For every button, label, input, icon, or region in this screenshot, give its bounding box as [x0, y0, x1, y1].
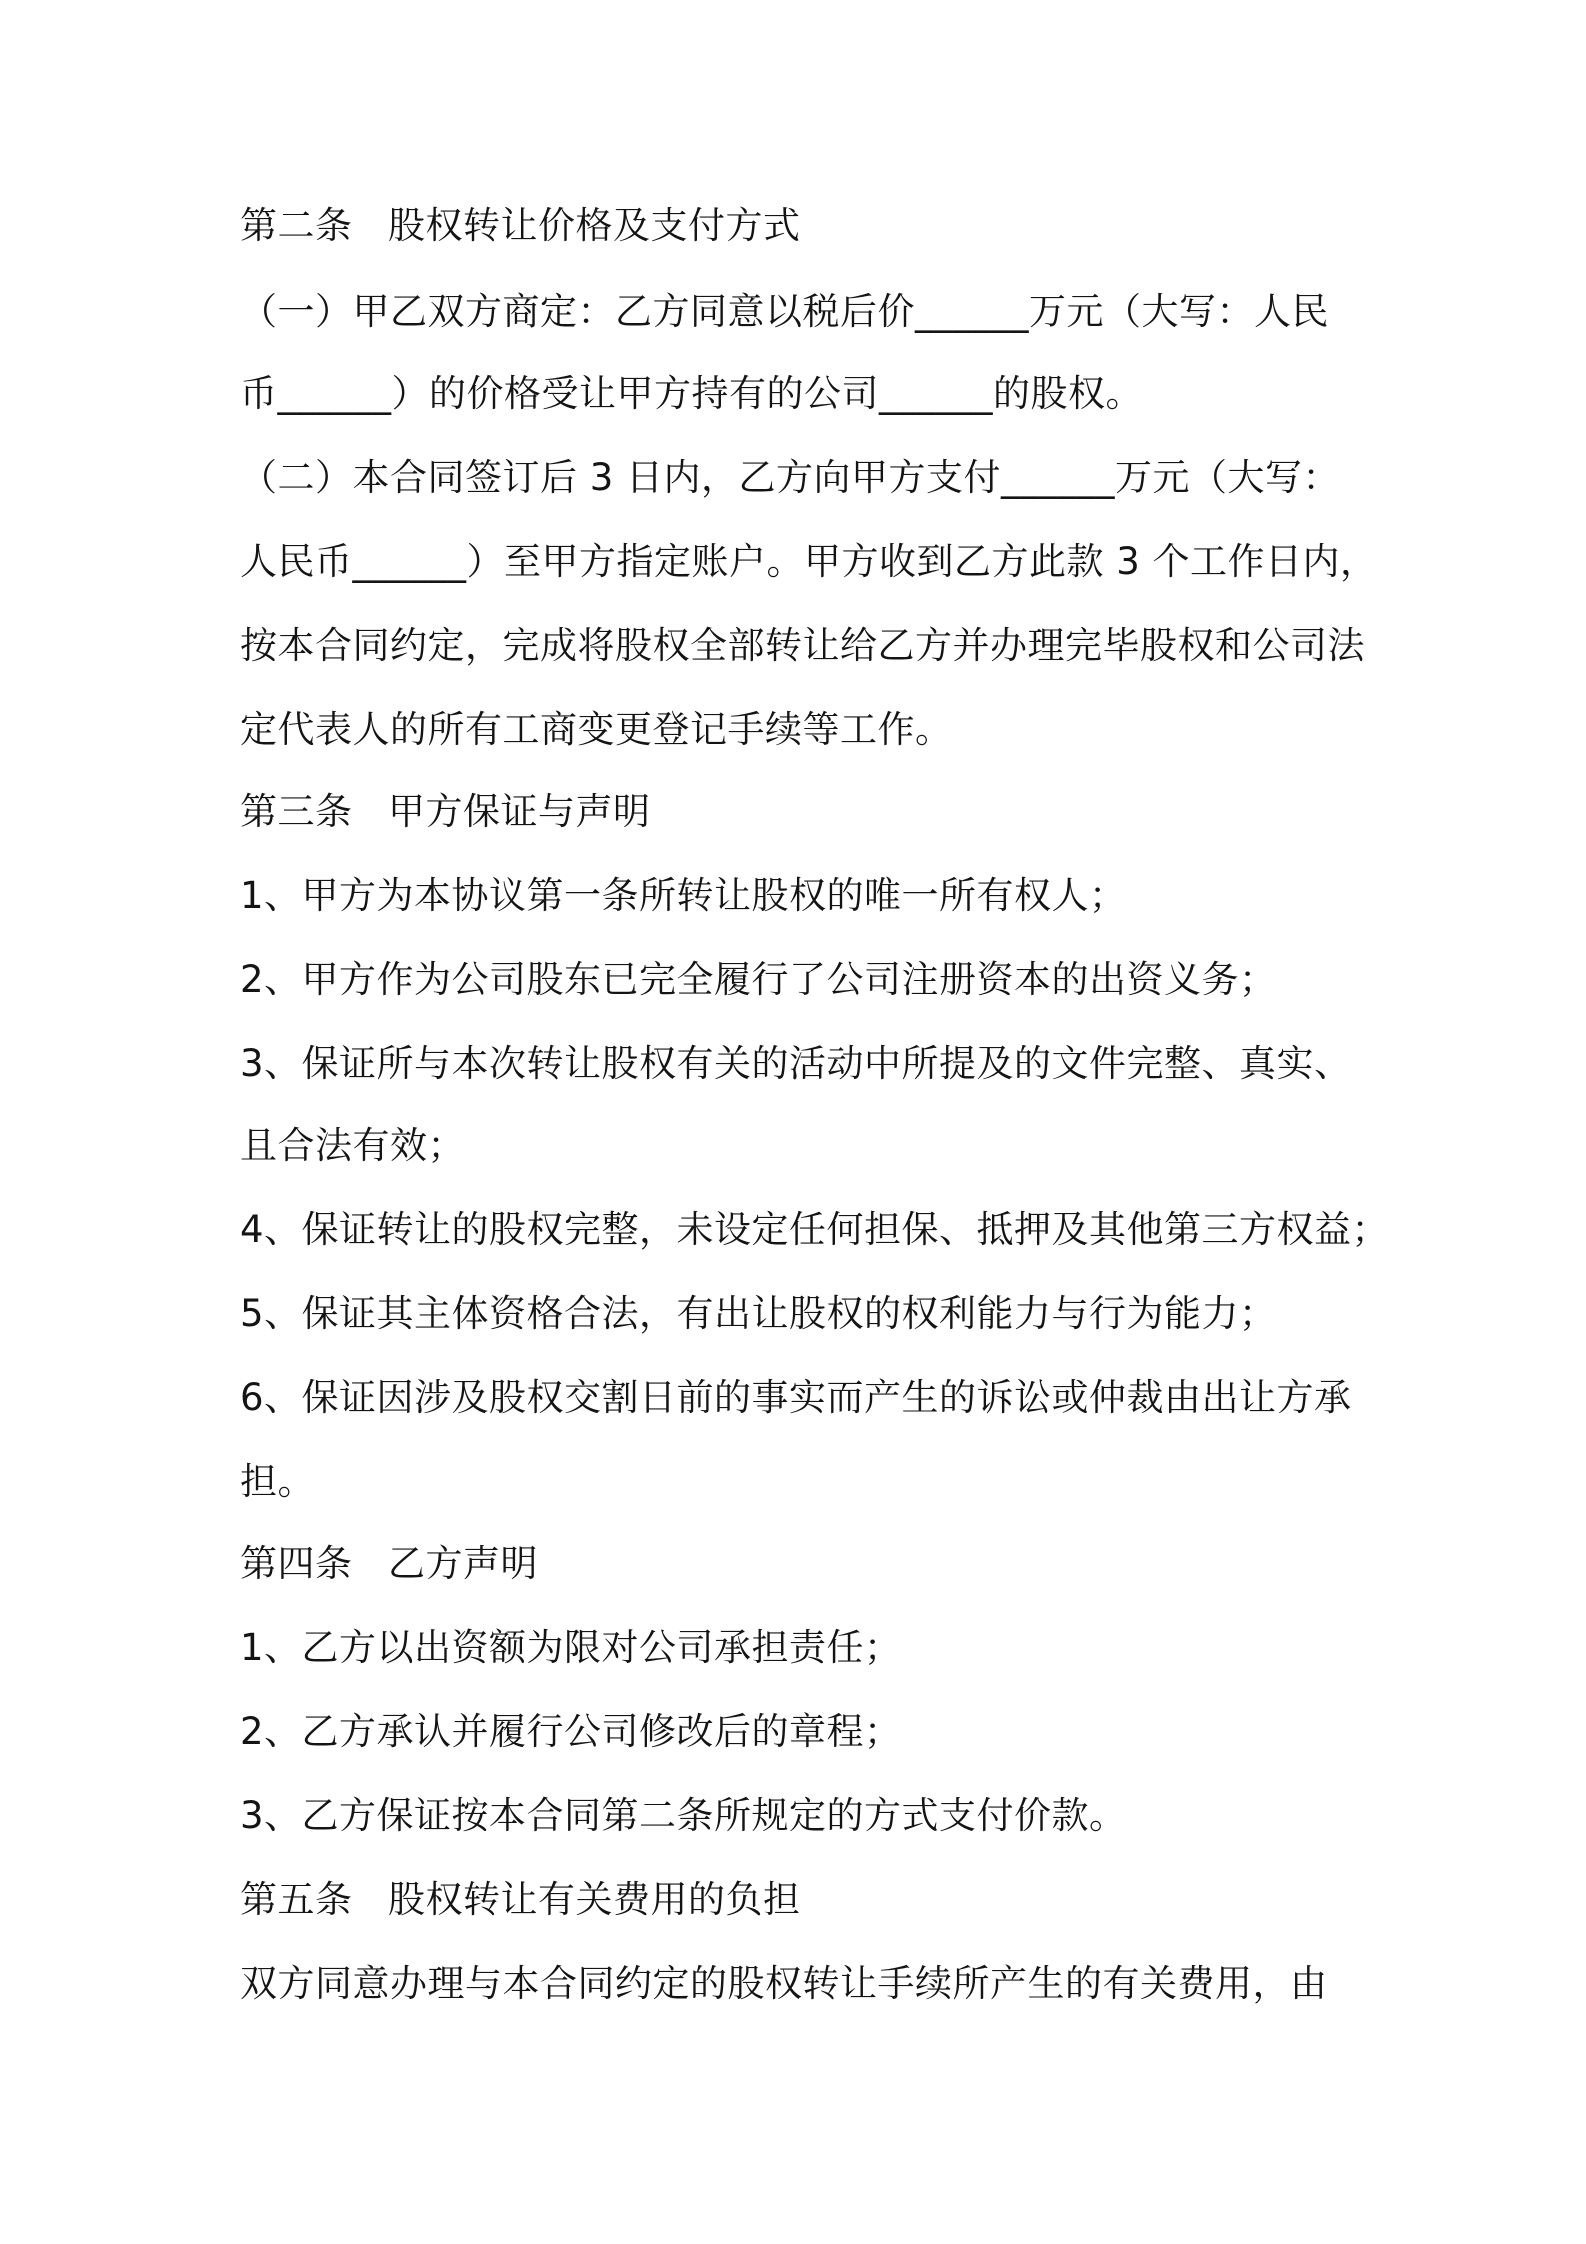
article-title: 甲方保证与声明: [388, 790, 651, 833]
article-number: 第四条: [240, 1542, 353, 1585]
paragraph-line: （一）甲乙双方商定：乙方同意以税后价______万元（大写：人民: [240, 290, 1329, 333]
paragraph-line: （二）本合同签订后 3 日内，乙方向甲方支付______万元（大写：: [240, 456, 1341, 499]
list-item: 4、保证转让的股权完整，未设定任何担保、抵押及其他第三方权益；: [240, 1208, 1390, 1251]
paragraph-line: 人民币______）至甲方指定账户。甲方收到乙方此款 3 个工作日内，: [240, 540, 1378, 583]
article-title: 股权转让有关费用的负担: [388, 1878, 801, 1921]
article-4-heading: [240, 1542, 1380, 1586]
article-5-heading: [240, 1878, 1380, 1922]
list-item: 3、保证所与本次转让股权有关的活动中所提及的文件完整、真实、: [240, 1042, 1352, 1085]
paragraph-line: 定代表人的所有工商变更登记手续等工作。: [240, 708, 953, 751]
paragraph-line: 币______）的价格受让甲方持有的公司______的股权。: [240, 372, 1143, 415]
list-item: 6、保证因涉及股权交割日前的事实而产生的诉讼或仲裁由出让方承: [240, 1376, 1352, 1419]
list-item-continuation: 担。: [240, 1460, 315, 1503]
list-item: 5、保证其主体资格合法，有出让股权的权利能力与行为能力；: [240, 1292, 1277, 1335]
list-item: 2、甲方作为公司股东已完全履行了公司注册资本的出资义务；: [240, 958, 1277, 1001]
list-item: 1、甲方为本协议第一条所转让股权的唯一所有权人；: [240, 874, 1127, 917]
article-number: 第二条: [240, 204, 353, 247]
article-number: 第三条: [240, 790, 353, 833]
article-2-heading: [240, 204, 1380, 248]
list-item-continuation: 且合法有效；: [240, 1124, 465, 1167]
article-3-heading: [240, 790, 1380, 834]
list-item: 1、乙方以出资额为限对公司承担责任；: [240, 1626, 902, 1669]
paragraph-line: 按本合同约定，完成将股权全部转让给乙方并办理完毕股权和公司法: [240, 624, 1365, 667]
list-item: 2、乙方承认并履行公司修改后的章程；: [240, 1710, 902, 1753]
article-title: 乙方声明: [388, 1542, 538, 1585]
paragraph-line: 双方同意办理与本合同约定的股权转让手续所产生的有关费用，由: [240, 1962, 1328, 2005]
list-item: 3、乙方保证按本合同第二条所规定的方式支付价款。: [240, 1794, 1127, 1837]
article-title: 股权转让价格及支付方式: [388, 204, 801, 247]
article-number: 第五条: [240, 1878, 353, 1921]
